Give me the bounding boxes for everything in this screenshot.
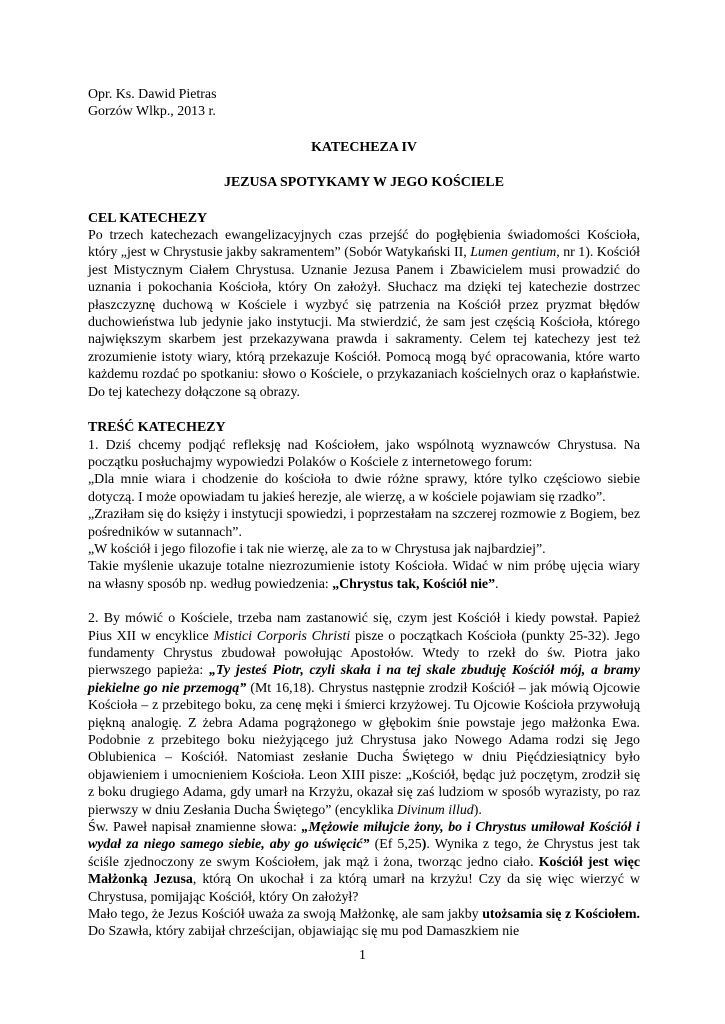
document-page (88, 86, 640, 941)
p4-text-d: , którą On ukochał i za którą umarł na krzyżu! Czy da się więc wierzyć w Chrystusa, pomijając Kościół, który On założył? (88, 872, 640, 905)
goal-text-a: Po trzech katechezach ewangelizacyjnych czas przejść do pogłębienia świadomości Kościoła, który „jest w Chrystusie jakby sakramentem” (Sobór Watykański II, (88, 228, 640, 261)
p5-bold-identifies: utożsamia się z Kościołem. (482, 907, 640, 923)
p3-text-c: (Mt 16,18). Chrystus następnie zrodził Kościół – jak mówią Ojcowie Kościoła – z przebitego boku, za cenę męki i śmierci krzyżowej. Tu Ojcowie Kościoła przywołują piękną analogię. Z żebra Adama pogrążonego w głębokim śnie powstaje jego małżonka Ewa. Podobnie z przebitego boku nieżyjącego już Chrystusa jako Nowego Adama rodzi się Jego Oblubienica – Kościół. Natomiast zesłanie Ducha Świętego w dniu Pięćdziesiątnicy było objawieniem i umocnieniem Kościoła. Leon XIII pisze: „Kościół, będąc już poczętym, zrodził się z boku drugiego Adama, gdy umarł na Krzyżu, okazał się zaś ludziom w sposób wyrazisty, po raz pierwszy w dniu Zesłania Ducha Świętego” (encyklika (88, 680, 640, 818)
document-subtitle: JEZUSA SPOTYKAMY W JEGO KOŚCIELE (224, 175, 504, 191)
p5-text-b: Do Szawła, który zabijał chrześcijan, objawiając się mu pod Damaszkiem nie (88, 924, 520, 940)
p3-bold-italic-quote: „Ty jesteś Piotr, czyli skała i na tej skale zbuduję Kościół mój, a bramy piekielne go nie przemogą” (88, 663, 640, 696)
document-title: KATECHEZA IV (311, 139, 417, 155)
goal-paragraph (88, 227, 640, 401)
p2-bold-saying: „Chrystus tak, Kościół nie” (332, 576, 496, 592)
p3-text-a: 2. By mówić o Kościele, trzeba nam zastanowić się, czym jest Kościół i kiedy powstał. Papież Pius XII w encyklice (88, 611, 640, 644)
quote-1: „Dla mnie wiara i chodzenie do kościoła to dwie różne sprawy, które tylko częściowo siebie dotyczą. I może opowiadam tu jakieś herezje, ale wierzę, a w kościele pojawiam się rzadko”. (88, 472, 640, 505)
p3-text-b: pisze o początkach Kościoła (punkty 25-32). Jego fundamenty Chrystus zbudował powołując Apostołów. Wtedy to rzekł do św. Piotra jako pierwszego papieża: (88, 628, 640, 679)
goal-text-italic: Lumen gentium (470, 245, 557, 261)
page-number: 1 (359, 948, 366, 963)
p4-text-b: (Ef 5,25 (369, 837, 422, 853)
content-paragraph-2 (88, 558, 640, 593)
section-heading-goal: CEL KATECHEZY (88, 210, 207, 226)
p4-bold-italic-quote: „Mężowie miłujcie żony, bo i Chrystus umiłował Kościół i wydał za niego samego siebie, aby go uświęcić” (88, 820, 640, 853)
p3-text-d: ). (473, 802, 482, 818)
author-line: Opr. Ks. Dawid Pietras (88, 87, 217, 102)
p2-text-b: . (495, 576, 499, 592)
content-paragraph-4 (88, 819, 640, 906)
p4-text-a: Św. Paweł napisał znamienne słowa: (88, 820, 302, 836)
goal-text-b: , nr 1). Kościół jest Mistycznym Ciałem Chrystusa. Uznanie Jezusa Panem i Zbawicielem musi prowadzić do uznania i pokochania Kościoła, który On założył. Słuchacz ma dzięki tej katechezie dostrzec płaszczyznę duchową w Kościele i wyzbyć się patrzenia na Kościół przez pryzmat błędów duchowieństwa lub jedynie jako instytucji. Ma stwierdzić, że sam jest częścią Kościoła, którego największym skarbem jest przekazywana prawda i sakramenty. Celem tej katechezy jest też zrozumienie istoty wiary, którą przekazuje Kościół. Pomocą mogą być opracowania, które warto każdemu rozdać po spotkaniu: słowo o Kościele, o przykazaniach kościelnych oraz o kapłaństwie. Do tej katechezy dołączone są obrazy. (88, 245, 640, 400)
content-paragraph-3 (88, 610, 640, 819)
section-heading-content: TREŚĆ KATECHEZY (88, 420, 226, 436)
content-paragraph-1: 1. Dziś chcemy podjąć refleksję nad Kościołem, jako wspólnotą wyznawców Chrystusa. Na początku posłuchajmy wypowiedzi Polaków o Kościele z internetowego forum: (88, 437, 640, 470)
p2-text-a: Takie myślenie ukazuje totalne niezrozumienie istoty Kościoła. Widać w nim próbę ujęcia wiary na własny sposób np. według powiedzenia: (88, 559, 640, 592)
p5-text-a: Mało tego, że Jezus Kościół uważa za swoją Małżonkę, ale sam jakby (88, 907, 483, 923)
p3-encyclical-title-2: Divinum illud (396, 802, 474, 818)
p3-encyclical-title: Mistici Corporis Christi (213, 628, 351, 644)
p4-text-c: . Wynika z tego, że Chrystus jest tak ściśle zjednoczony ze swym Kościołem, jak mąż i żona, tworząc jedno ciało. (88, 837, 640, 870)
place-year-line: Gorzów Wlkp., 2013 r. (88, 104, 216, 120)
quote-2: „Zraziłam się do księży i instytucji spowiedzi, i poprzestałam na szczerej rozmowie z Bogiem, bez pośredników w sutannach”. (88, 507, 640, 540)
quote-3: „W kościół i jego filozofie i tak nie wierzę, ale za to w Chrystusa jak najbardziej”. (88, 541, 546, 557)
p4-bold-paren: ) (421, 837, 427, 853)
p4-bold-statement: Kościół jest więc Małżonką Jezusa (88, 854, 640, 888)
content-paragraph-5 (88, 906, 640, 941)
